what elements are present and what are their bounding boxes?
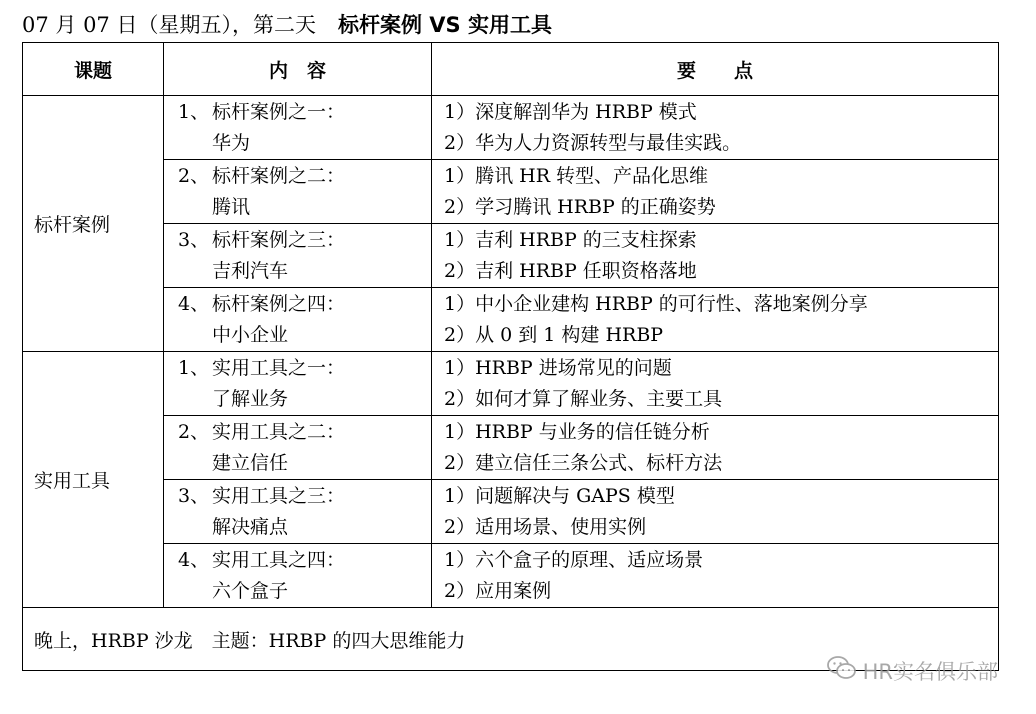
table-row (23, 96, 999, 160)
table-row (23, 544, 999, 608)
point-line: 2）从 0 到 1 构建 HRBP (444, 323, 664, 346)
item-subject: 吉利汽车 (212, 259, 289, 282)
point-line: 2）如何才算了解业务、主要工具 (444, 387, 723, 410)
item-title: 实用工具之三： (212, 484, 346, 507)
item-title: 标杆案例之二： (212, 164, 346, 187)
evening-salon: 晚上，HRBP 沙龙 主题：HRBP 的四大思维能力 (23, 608, 999, 671)
item-number: 4、 (178, 292, 210, 315)
item-number: 3、 (178, 228, 210, 251)
point-line: 2）适用场景、使用实例 (444, 515, 647, 538)
points-cell (432, 544, 999, 608)
page-title (22, 10, 552, 40)
item-subject: 解决痛点 (212, 515, 289, 538)
point-line: 1）HRBP 与业务的信任链分析 (444, 420, 710, 443)
schedule-theme: 标杆案例 VS 实用工具 (337, 13, 552, 37)
item-subject: 六个盒子 (212, 579, 289, 602)
points-cell (432, 416, 999, 480)
table-row (23, 288, 999, 352)
point-line: 1）HRBP 进场常见的问题 (444, 356, 672, 379)
content-cell (164, 224, 432, 288)
item-number: 2、 (178, 164, 210, 187)
item-number: 3、 (178, 484, 210, 507)
point-line: 1）六个盒子的原理、适应场景 (444, 548, 704, 571)
item-title: 标杆案例之三： (212, 228, 346, 251)
watermark (827, 655, 998, 686)
item-number: 1、 (178, 100, 210, 123)
item-title: 实用工具之四： (212, 548, 346, 571)
content-cell (164, 96, 432, 160)
point-line: 2）建立信任三条公式、标杆方法 (444, 451, 723, 474)
column-header-points: 要 点 (432, 43, 999, 96)
point-line: 1）中小企业建构 HRBP 的可行性、落地案例分享 (444, 292, 868, 315)
content-cell (164, 352, 432, 416)
content-cell (164, 288, 432, 352)
item-subject: 腾讯 (212, 195, 251, 218)
item-title: 标杆案例之四： (212, 292, 346, 315)
item-title: 标杆案例之一： (212, 100, 346, 123)
table-row (23, 160, 999, 224)
wechat-icon (827, 655, 863, 686)
schedule-table (22, 42, 999, 671)
watermark-text: HR实名俱乐部 (862, 659, 998, 684)
item-subject: 中小企业 (212, 323, 289, 346)
schedule-date: 07 月 07 日（星期五），第二天 (22, 13, 316, 37)
table-row (23, 480, 999, 544)
point-line: 2）吉利 HRBP 任职资格落地 (444, 259, 697, 282)
table-row (23, 352, 999, 416)
point-line: 1）吉利 HRBP 的三支柱探索 (444, 228, 697, 251)
table-header-row (23, 43, 999, 96)
item-subject: 华为 (212, 131, 251, 154)
topic-benchmark-cases: 标杆案例 (23, 96, 164, 352)
content-cell (164, 480, 432, 544)
point-line: 1）深度解剖华为 HRBP 模式 (444, 100, 697, 123)
points-cell (432, 160, 999, 224)
points-cell (432, 96, 999, 160)
point-line: 2）华为人力资源转型与最佳实践。 (444, 131, 742, 154)
item-title: 实用工具之二： (212, 420, 346, 443)
points-cell (432, 288, 999, 352)
column-header-content: 内 容 (164, 43, 432, 96)
point-line: 1）腾讯 HR 转型、产品化思维 (444, 164, 709, 187)
item-subject: 了解业务 (212, 387, 289, 410)
points-cell (432, 224, 999, 288)
points-cell (432, 352, 999, 416)
item-subject: 建立信任 (212, 451, 289, 474)
table-row (23, 224, 999, 288)
point-line: 1）问题解决与 GAPS 模型 (444, 484, 675, 507)
point-line: 2）应用案例 (444, 579, 552, 602)
content-cell (164, 544, 432, 608)
point-line: 2）学习腾讯 HRBP 的正确姿势 (444, 195, 716, 218)
content-cell (164, 416, 432, 480)
content-cell (164, 160, 432, 224)
column-header-topic: 课题 (23, 43, 164, 96)
table-row (23, 416, 999, 480)
points-cell (432, 480, 999, 544)
item-number: 1、 (178, 356, 210, 379)
topic-practical-tools: 实用工具 (23, 352, 164, 608)
item-number: 4、 (178, 548, 210, 571)
item-title: 实用工具之一： (212, 356, 346, 379)
item-number: 2、 (178, 420, 210, 443)
